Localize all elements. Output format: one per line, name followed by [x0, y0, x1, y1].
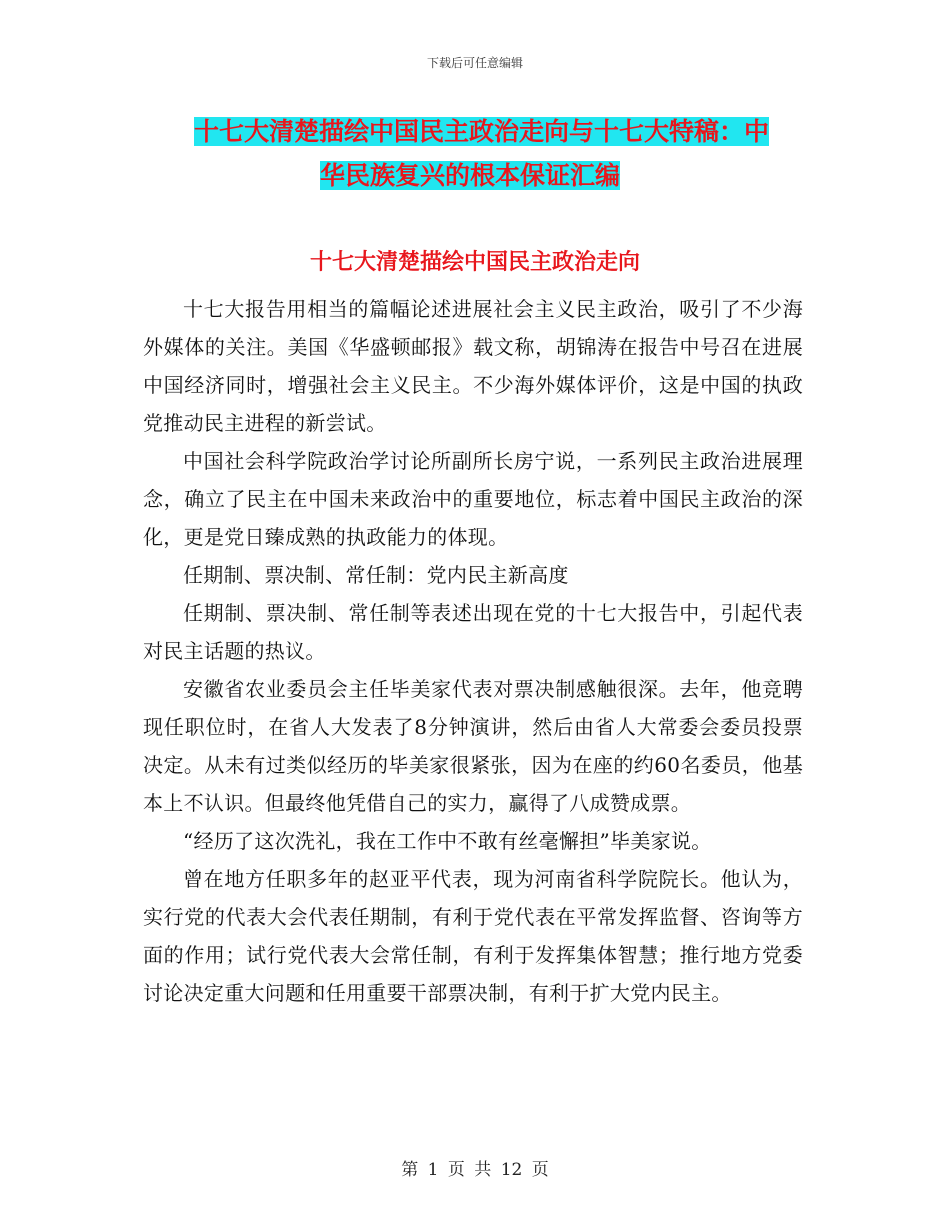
header-note: 下载后可任意编辑 [426, 56, 523, 70]
title-line-2-text: 华民族复兴的根本保证汇编 [320, 161, 621, 190]
paragraph: 安徽省农业委员会主任毕美家代表对票决制感触很深。去年，他竞聘现任职位时，在省人大发表了8分钟演讲，然后由省人大常委会委员投票决定。从未有过类似经历的毕美家很紧张，因为在座的约60名委员，他基本上不认识。但最终他凭借自己的实力，赢得了八成赞成票。 [143, 677, 803, 815]
title-line-1 [150, 110, 810, 154]
title-line-2 [150, 154, 810, 198]
paragraph: 十七大报告用相当的篇幅论述进展社会主义民主政治，吸引了不少海外媒体的关注。美国《华盛顿邮报》载文称，胡锦涛在报告中号召在进展中国经济同时，增强社会主义民主。不少海外媒体评价，这是中国的执政党推动民主进程的新尝试。 [143, 297, 803, 435]
paragraph: “经历了这次洗礼，我在工作中不敢有丝毫懈担”毕美家说。 [183, 829, 712, 853]
body-text [143, 290, 803, 1012]
paragraph: 任期制、票决制、常任制等表述出现在党的十七大报告中，引起代表对民主话题的热议。 [143, 601, 803, 663]
page-footer: 第 1 页 共 12 页 [401, 1160, 549, 1180]
title-line-1-text: 十七大清楚描绘中国民主政治走向与十七大特稿：中 [194, 117, 770, 146]
document-title [150, 110, 810, 198]
paragraph: 曾在地方任职多年的赵亚平代表，现为河南省科学院院长。他认为，实行党的代表大会代表任期制，有利于党代表在平常发挥监督、咨询等方面的作用；试行党代表大会常任制，有利于发挥集体智慧；推行地方党委讨论决定重大问题和任用重要干部票决制，有利于扩大党内民主。 [143, 867, 803, 1005]
paragraph: 中国社会科学院政治学讨论所副所长房宁说，一系列民主政治进展理念，确立了民主在中国未来政治中的重要地位，标志着中国民主政治的深化，更是党日臻成熟的执政能力的体现。 [143, 449, 803, 549]
section-subtitle: 十七大清楚描绘中国民主政治走向 [309, 250, 640, 275]
paragraph: 任期制、票决制、常任制：党内民主新高度 [183, 563, 569, 587]
